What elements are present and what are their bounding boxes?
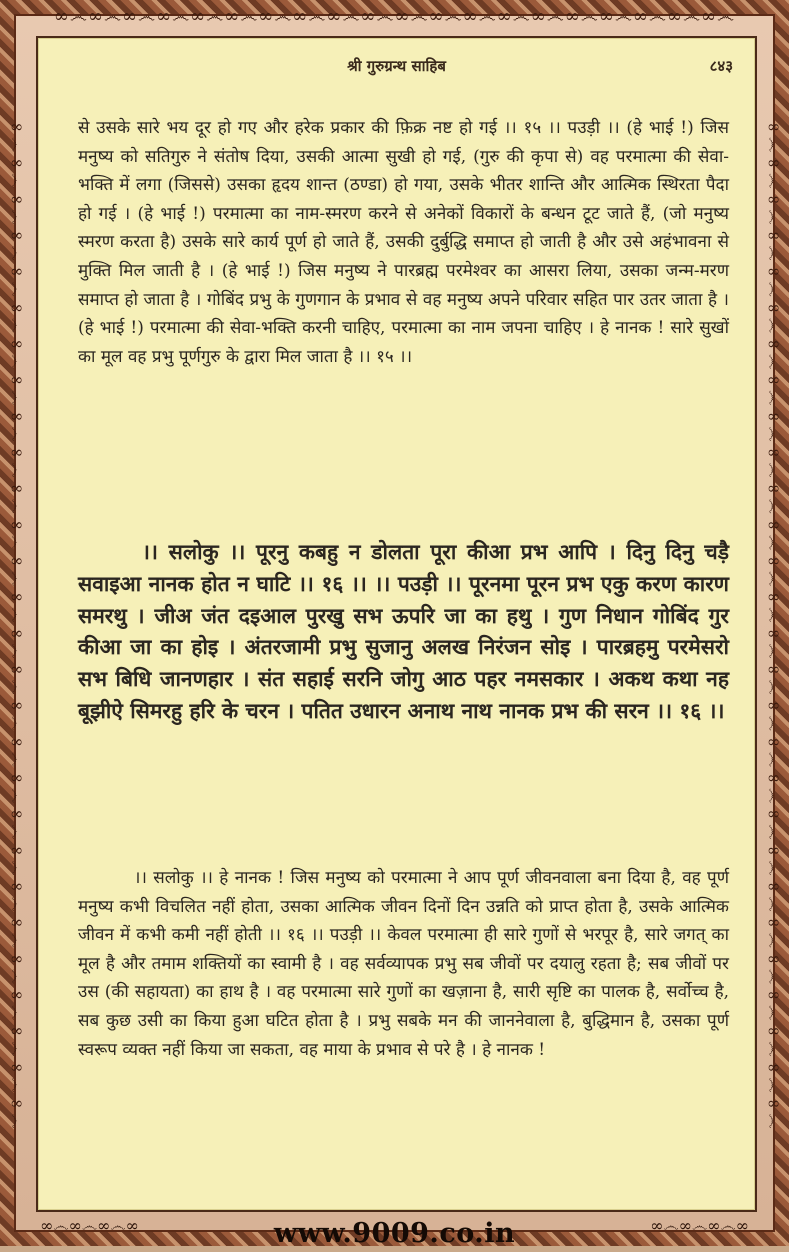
commentary-paragraph-15: से उसके सारे भय दूर हो गए और हरेक प्रकार की फ़िक्र नष्ट हो गई ।। १५ ।। पउड़ी ।। (हे भाई !) जिस मनुष्य को सतिगुरु ने संतोष दिया, उसकी आत्मा सुखी हो गई, (गुरु की कृपा से) वह परमात्मा की सेवा-भक्ति में लगा (जिससे) उसका हृदय शान्त (ठण्डा) हो गया, उसके भीतर शान्ति और आत्मिक स्थिरता पैदा हो गई । (हे भाई !) परमात्मा का नाम-स्मरण करने से अनेकों विकारों के बन्धन टूट जाते हैं, (जो मनुष्य स्मरण करता है) उसके सारे कार्य पूर्ण हो जाते हैं, उसकी दुर्बुद्धि समाप्त हो जाती है और उसे अहंभावना से मुक्ति मिल जाती है । (हे भाई !) जिस मनुष्य ने पारब्रह्म परमेश्वर का आसरा लिया, उसका जन्म-मरण समाप्त हो जाता है । गोबिंद प्रभु के गुणगान के प्रभाव से वह मनुष्य अपने परिवार सहित पार उतर जाता है । (हे भाई !) परमात्मा की सेवा-भक्ति करनी चाहिए, परमात्मा का नाम जपना चाहिए । हे नानक ! सारे सुखों का मूल वह प्रभु पूर्णगुरु के द्वारा मिल जाता है ।। १५ ।। [78, 114, 729, 371]
commentary-paragraph-16: ।। सलोकु ।। हे नानक ! जिस मनुष्य को परमात्मा ने आप पूर्ण जीवनवाला बना दिया है, वह पूर्ण मनुष्य कभी विचलित नहीं होता, उसका आत्मिक जीवन दिनों दिन उन्नति को प्राप्त होता है, उसके आत्मिक जीवन में कभी कमी नहीं होती ।। १६ ।। पउड़ी ।। केवल परमात्मा ही सारे गुणों से भरपूर है, सारे जगत् का मूल है और तमाम शक्तियों का स्वामी है । वह सर्वव्यापक प्रभु सब जीवों पर दयालु रहता है; सब जीवों पर उस (की सहायता) का हाथ है । वह परमात्मा सारे गुणों का खज़ाना है, सारी सृष्टि का पालक है, सर्वोच्च है, सब कुछ उसी का किया हुआ घटित होता है । प्रभु सबके मन की जाननेवाला है, बुद्धिमान है, उसका पूर्ण स्वरूप व्यक्त नहीं किया जा सकता, वह माया के प्रभाव से परे है । हे नानक ! [78, 864, 729, 1064]
top-ornament: ∞෴∞෴∞෴∞෴∞෴∞෴∞෴∞෴∞෴∞෴∞෴∞෴∞෴∞෴∞෴∞෴∞෴∞෴∞෴∞෴ [40, 6, 749, 30]
bottom-ornament-right: ∞෴∞෴∞෴∞ [650, 1216, 749, 1236]
page-number: ८४३ [710, 56, 733, 76]
page-title: श्री गुरुग्रन्थ साहिब [38, 56, 755, 76]
left-ornament: ∞෴∞෴∞෴∞෴∞෴∞෴∞෴∞෴∞෴∞෴∞෴∞෴∞෴∞෴∞෴∞෴∞෴∞෴∞෴∞෴∞෴∞෴∞෴∞෴∞෴∞෴∞෴∞෴ [6, 40, 26, 1206]
scripture-page [36, 36, 757, 1212]
bottom-ornament-left: ∞෴∞෴∞෴∞ [40, 1216, 139, 1236]
website-watermark: www.9009.co.in [0, 1218, 789, 1252]
page-header [38, 56, 755, 82]
right-ornament: ∞෴∞෴∞෴∞෴∞෴∞෴∞෴∞෴∞෴∞෴∞෴∞෴∞෴∞෴∞෴∞෴∞෴∞෴∞෴∞෴∞෴∞෴∞෴∞෴∞෴∞෴∞෴∞෴ [763, 40, 783, 1206]
gurbani-verse-16: ।। सलोकु ।। पूरनु कबहु न डोलता पूरा कीआ प्रभ आपि । दिनु दिनु चड़ै सवाइआ नानक होत न घाटि ।। १६ ।। ।। पउड़ी ।। पूरनमा पूरन प्रभ एकु करण कारण समरथु । जीअ जंत दइआल पुरखु सभ ऊपरि जा का हथु । गुण निधान गोबिंद गुर कीआ जा का होइ । अंतरजामी प्रभु सुजानु अलख निरंजन सोइ । पारब्रहमु परमेसरो सभ बिधि जानणहार । संत सहाई सरनि जोगु आठ पहर नमसकार । अकथ कथा नह बूझीऐ सिमरहु हरि के चरन । पतित उधारन अनाथ नाथ नानक प्रभ की सरन ।। १६ ।। [78, 536, 729, 727]
